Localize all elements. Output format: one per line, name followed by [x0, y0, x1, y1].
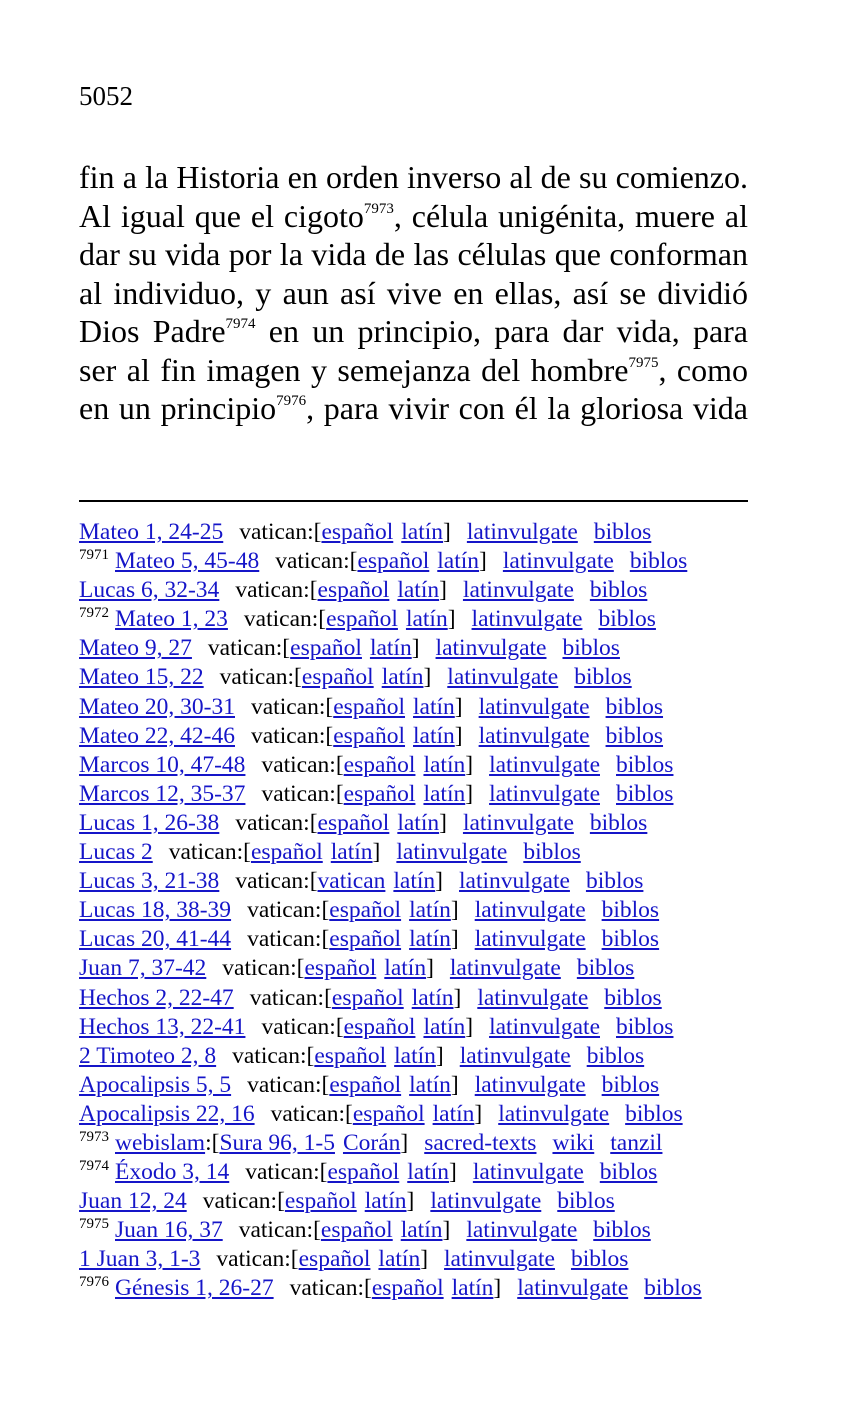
- footnote-line: [79, 576, 759, 605]
- reference-link[interactable]: Mateo 22, 42-46: [79, 722, 235, 749]
- link-latinvulgate[interactable]: latinvulgate: [430, 1188, 542, 1215]
- link-tanzil[interactable]: tanzil: [610, 1129, 663, 1156]
- link-espanol[interactable]: español: [284, 1188, 357, 1215]
- footnote-divider: [79, 500, 748, 502]
- link-biblos[interactable]: biblos: [598, 606, 656, 633]
- source-prefix: vatican:[: [247, 1071, 330, 1098]
- link-espanol[interactable]: español: [250, 839, 323, 866]
- source-prefix: vatican:[: [270, 1100, 353, 1127]
- link-latin[interactable]: latín: [407, 1159, 450, 1186]
- reference-link[interactable]: Marcos 12, 35-37: [79, 780, 246, 807]
- link-espanol[interactable]: español: [343, 780, 416, 807]
- source-suffix: ]: [450, 926, 459, 953]
- link-latinvulgate[interactable]: latinvulgate: [459, 868, 570, 895]
- source-suffix: ]: [454, 722, 463, 749]
- reference-link[interactable]: webislam: [115, 1129, 206, 1156]
- link-latinvulgate[interactable]: latinvulgate: [472, 1159, 584, 1186]
- footnote-number: 7971: [79, 547, 109, 564]
- link-espanol[interactable]: español: [352, 1100, 425, 1127]
- link-espanol[interactable]: español: [329, 897, 402, 924]
- link-latin[interactable]: Corán: [342, 1129, 401, 1156]
- link-espanol[interactable]: español: [343, 751, 416, 778]
- link-biblos[interactable]: biblos: [593, 519, 652, 545]
- link-biblos[interactable]: biblos: [616, 780, 674, 807]
- link-latin[interactable]: latín: [409, 926, 451, 953]
- source-prefix: vatican:[: [289, 1275, 372, 1302]
- footnote-line: [79, 1245, 759, 1274]
- link-latin[interactable]: latín: [401, 519, 444, 545]
- link-latinvulgate[interactable]: latinvulgate: [517, 1275, 629, 1302]
- link-latin[interactable]: latín: [384, 955, 427, 982]
- source-prefix: vatican:[: [239, 519, 322, 545]
- footnote-line: [79, 722, 759, 751]
- link-espanol[interactable]: español: [317, 809, 390, 836]
- link-latin[interactable]: latín: [397, 809, 440, 836]
- footnote-line: [79, 693, 759, 722]
- source-prefix: vatican:[: [251, 722, 334, 749]
- link-latin[interactable]: latín: [451, 1275, 494, 1302]
- link-latin[interactable]: latín: [413, 722, 455, 749]
- footnote-line: [79, 1274, 759, 1303]
- reference-link[interactable]: Éxodo 3, 14: [115, 1159, 230, 1186]
- footnote-line: [79, 1071, 759, 1100]
- footnote-line: [79, 809, 759, 838]
- source-prefix: vatican:[: [216, 1246, 299, 1273]
- link-espanol[interactable]: español: [329, 1071, 402, 1098]
- link-latinvulgate[interactable]: latinvulgate: [474, 1071, 586, 1098]
- link-latinvulgate[interactable]: sacred-texts: [424, 1129, 537, 1156]
- reference-link[interactable]: Mateo 1, 23: [115, 606, 228, 633]
- link-latin[interactable]: latín: [423, 751, 466, 778]
- link-latin[interactable]: latín: [405, 606, 448, 633]
- reference-link[interactable]: Mateo 20, 30-31: [79, 693, 235, 720]
- source-suffix: ]: [372, 839, 381, 866]
- link-espanol[interactable]: español: [314, 1042, 387, 1069]
- link-latin[interactable]: latín: [378, 1246, 421, 1273]
- reference-link[interactable]: Apocalipsis 5, 5: [79, 1071, 232, 1098]
- footnote-line: [79, 1187, 759, 1216]
- footnote-line: [79, 1216, 759, 1245]
- footnote-number: 7974: [79, 1158, 109, 1175]
- source-suffix: ]: [435, 1042, 444, 1069]
- page-number: 5052: [79, 81, 133, 111]
- footnote-number: 7975: [79, 1216, 109, 1233]
- source-suffix: ]: [411, 635, 420, 662]
- link-latin[interactable]: latín: [411, 984, 454, 1011]
- footnote-line: [79, 925, 759, 954]
- link-biblos[interactable]: biblos: [644, 1275, 702, 1302]
- link-biblos[interactable]: biblos: [629, 548, 688, 575]
- reference-link[interactable]: Lucas 6, 32-34: [79, 577, 220, 604]
- link-biblos[interactable]: biblos: [599, 1159, 658, 1186]
- reference-link[interactable]: Juan 12, 24: [79, 1188, 187, 1215]
- reference-link[interactable]: Lucas 2: [79, 839, 153, 866]
- source-prefix: vatican:[: [235, 868, 318, 895]
- link-biblos[interactable]: biblos: [562, 635, 620, 662]
- link-latin[interactable]: latín: [393, 868, 436, 895]
- footnote-line: [79, 518, 759, 547]
- link-latinvulgate[interactable]: latinvulgate: [462, 577, 574, 604]
- link-biblos[interactable]: biblos: [601, 897, 660, 924]
- link-espanol[interactable]: español: [371, 1275, 444, 1302]
- link-espanol[interactable]: español: [301, 664, 374, 691]
- link-biblos[interactable]: biblos: [601, 926, 660, 953]
- link-latin[interactable]: latín: [432, 1100, 475, 1127]
- link-biblos[interactable]: biblos: [570, 1246, 629, 1273]
- link-latinvulgate[interactable]: latinvulgate: [489, 751, 600, 778]
- reference-link[interactable]: Marcos 10, 47-48: [79, 751, 246, 778]
- link-espanol[interactable]: español: [343, 1013, 416, 1040]
- footnote-line: [79, 663, 759, 692]
- link-latinvulgate[interactable]: latinvulgate: [466, 519, 578, 545]
- reference-link[interactable]: Juan 7, 37-42: [79, 955, 207, 982]
- footnote-line: [79, 1129, 759, 1158]
- link-latin[interactable]: latín: [330, 839, 373, 866]
- footnote-line: [79, 954, 759, 983]
- link-latin[interactable]: latín: [423, 780, 466, 807]
- link-latinvulgate[interactable]: latinvulgate: [474, 926, 586, 953]
- source-suffix: ]: [439, 809, 447, 836]
- link-latinvulgate[interactable]: latinvulgate: [396, 839, 508, 866]
- link-latinvulgate[interactable]: latinvulgate: [471, 606, 583, 633]
- link-biblos[interactable]: biblos: [585, 868, 644, 895]
- body-text-3: en un principio, para dar vida, para ser al fin imagen y semejanza del hombre: [79, 313, 748, 388]
- source-suffix: ]: [479, 548, 487, 575]
- link-latinvulgate[interactable]: latinvulgate: [444, 1246, 555, 1273]
- footnote-line: [79, 1013, 759, 1042]
- source-suffix: ]: [474, 1100, 483, 1127]
- source-suffix: ]: [423, 664, 432, 691]
- source-prefix: :[: [205, 1129, 220, 1156]
- body-text-2: , célula unigénita, muere al dar su vida por la vida de las células que conforman al individuo, y aun así vive en ellas, así se dividió Dios Padre: [79, 197, 748, 349]
- footnote-number: 7973: [79, 1128, 109, 1145]
- reference-link[interactable]: Hechos 2, 22-47: [79, 984, 234, 1011]
- link-espanol[interactable]: Sura 96, 1-5: [219, 1129, 335, 1156]
- link-latin[interactable]: latín: [364, 1188, 407, 1215]
- source-prefix: vatican:[: [275, 548, 358, 575]
- reference-link[interactable]: Lucas 20, 41-44: [79, 926, 232, 953]
- source-suffix: ]: [443, 519, 451, 545]
- footnotes-list: [79, 518, 759, 1304]
- link-biblos[interactable]: biblos: [616, 751, 674, 778]
- link-biblos[interactable]: biblos: [605, 693, 664, 720]
- link-latin[interactable]: latín: [369, 635, 412, 662]
- source-suffix: ]: [465, 1013, 474, 1040]
- footnote-line: [79, 984, 759, 1013]
- link-latin[interactable]: latín: [381, 664, 424, 691]
- link-latinvulgate[interactable]: latinvulgate: [498, 1100, 610, 1127]
- footnote-line: [79, 634, 759, 663]
- link-espanol[interactable]: español: [327, 1159, 400, 1186]
- link-espanol[interactable]: español: [320, 1217, 393, 1244]
- source-prefix: vatican:[: [219, 664, 302, 691]
- source-prefix: vatican:[: [261, 751, 344, 778]
- link-latinvulgate[interactable]: latinvulgate: [449, 955, 561, 982]
- footnote-line: [79, 1158, 759, 1187]
- link-espanol[interactable]: español: [326, 606, 398, 633]
- source-prefix: vatican:[: [247, 926, 330, 953]
- link-latin[interactable]: latín: [394, 1042, 436, 1069]
- source-suffix: ]: [454, 693, 463, 720]
- body-text-1: fin a la Historia en orden inverso al de su comienzo. Al igual que el cigoto: [79, 159, 748, 234]
- link-biblos[interactable]: biblos: [589, 577, 648, 604]
- footnote-line: [79, 780, 759, 809]
- link-espanol[interactable]: español: [331, 984, 404, 1011]
- body-paragraph: [79, 158, 748, 428]
- source-suffix: ]: [420, 1246, 429, 1273]
- link-biblos[interactable]: biblos: [576, 955, 635, 982]
- link-latin[interactable]: latín: [409, 1071, 451, 1098]
- link-espanol[interactable]: español: [333, 722, 406, 749]
- source-prefix: vatican:[: [168, 839, 251, 866]
- link-biblos[interactable]: biblos: [605, 722, 664, 749]
- source-prefix: vatican:[: [238, 1217, 321, 1244]
- reference-link[interactable]: Apocalipsis 22, 16: [79, 1100, 255, 1127]
- link-espanol[interactable]: español: [304, 955, 377, 982]
- reference-link[interactable]: Mateo 1, 24-25: [79, 519, 224, 545]
- source-suffix: ]: [465, 751, 474, 778]
- source-suffix: ]: [493, 1275, 502, 1302]
- source-prefix: vatican:[: [222, 955, 305, 982]
- footnote-ref-7976[interactable]: 7976: [276, 393, 307, 409]
- link-latinvulgate[interactable]: latinvulgate: [435, 635, 547, 662]
- link-biblos[interactable]: biblos: [625, 1100, 683, 1127]
- source-suffix: ]: [465, 780, 474, 807]
- body-text-4: , como en un principio: [79, 351, 749, 426]
- link-biblos[interactable]: biblos: [586, 1042, 645, 1069]
- link-latin[interactable]: latín: [397, 577, 440, 604]
- link-latinvulgate[interactable]: latinvulgate: [459, 1042, 571, 1069]
- reference-link[interactable]: Génesis 1, 26-27: [115, 1275, 274, 1302]
- footnote-line: [79, 605, 759, 634]
- link-biblos[interactable]: biblos: [616, 1013, 674, 1040]
- link-biblos[interactable]: wiki: [552, 1129, 595, 1156]
- footnote-line: [79, 896, 759, 925]
- footnote-line: [79, 867, 759, 896]
- source-prefix: vatican:[: [245, 1159, 328, 1186]
- reference-link[interactable]: Juan 16, 37: [115, 1217, 223, 1244]
- source-suffix: ]: [439, 577, 447, 604]
- source-prefix: vatican:[: [207, 635, 291, 662]
- footnote-line: [79, 547, 759, 576]
- link-latinvulgate[interactable]: latinvulgate: [478, 722, 590, 749]
- source-prefix: vatican:[: [202, 1188, 285, 1215]
- footnote-line: [79, 838, 759, 867]
- link-latin[interactable]: latín: [409, 897, 451, 924]
- link-latinvulgate[interactable]: latinvulgate: [489, 780, 600, 807]
- link-latinvulgate[interactable]: latinvulgate: [477, 984, 589, 1011]
- link-espanol[interactable]: español: [329, 926, 402, 953]
- link-espanol[interactable]: vatican: [317, 868, 386, 895]
- link-latinvulgate[interactable]: latinvulgate: [489, 1013, 600, 1040]
- link-latin[interactable]: latín: [413, 693, 455, 720]
- source-prefix: vatican:[: [235, 809, 318, 836]
- reference-link[interactable]: Lucas 18, 38-39: [79, 897, 232, 924]
- source-suffix: ]: [442, 1217, 451, 1244]
- source-suffix: ]: [447, 606, 456, 633]
- link-latinvulgate[interactable]: latinvulgate: [474, 897, 586, 924]
- source-prefix: vatican:[: [261, 1013, 344, 1040]
- footnote-line: [79, 751, 759, 780]
- source-suffix: ]: [450, 1071, 459, 1098]
- source-suffix: ]: [435, 868, 443, 895]
- footnote-ref-7973[interactable]: 7973: [363, 200, 394, 217]
- source-prefix: vatican:[: [249, 984, 332, 1011]
- source-suffix: ]: [449, 1159, 457, 1186]
- link-espanol[interactable]: español: [290, 635, 362, 662]
- link-latin[interactable]: latín: [437, 548, 480, 575]
- reference-link[interactable]: 2 Timoteo 2, 8: [79, 1042, 217, 1069]
- link-biblos[interactable]: biblos: [523, 839, 581, 866]
- link-espanol[interactable]: español: [317, 577, 390, 604]
- reference-link[interactable]: 1 Juan 3, 1-3: [79, 1246, 201, 1273]
- link-latin[interactable]: latín: [400, 1217, 443, 1244]
- reference-link[interactable]: Mateo 5, 45-48: [115, 548, 260, 575]
- link-biblos[interactable]: biblos: [601, 1071, 660, 1098]
- reference-link[interactable]: Lucas 3, 21-38: [79, 868, 220, 895]
- footnote-ref-7975[interactable]: 7975: [628, 354, 659, 371]
- source-prefix: vatican:[: [232, 1042, 315, 1069]
- reference-link[interactable]: Hechos 13, 22-41: [79, 1013, 246, 1040]
- link-biblos[interactable]: biblos: [589, 809, 648, 836]
- footnote-number: 7972: [79, 605, 109, 622]
- source-prefix: vatican:[: [261, 780, 344, 807]
- reference-link[interactable]: Mateo 9, 27: [79, 635, 192, 662]
- source-suffix: ]: [406, 1188, 415, 1215]
- reference-link[interactable]: Lucas 1, 26-38: [79, 809, 220, 836]
- link-latin[interactable]: latín: [423, 1013, 466, 1040]
- link-latinvulgate[interactable]: latinvulgate: [502, 548, 614, 575]
- link-latinvulgate[interactable]: latinvulgate: [447, 664, 559, 691]
- source-suffix: ]: [400, 1129, 409, 1156]
- source-prefix: vatican:[: [247, 897, 330, 924]
- body-text-5: , para vivir con él la gloriosa vida: [306, 390, 748, 426]
- link-espanol[interactable]: español: [298, 1246, 371, 1273]
- link-espanol[interactable]: español: [333, 693, 406, 720]
- link-espanol[interactable]: español: [357, 548, 430, 575]
- footnote-line: [79, 1100, 759, 1129]
- source-suffix: ]: [426, 955, 434, 982]
- link-biblos[interactable]: biblos: [604, 984, 662, 1011]
- link-latinvulgate[interactable]: latinvulgate: [478, 693, 590, 720]
- source-suffix: ]: [453, 984, 462, 1011]
- link-espanol[interactable]: español: [321, 519, 394, 545]
- footnote-number: 7976: [79, 1274, 109, 1291]
- reference-link[interactable]: Mateo 15, 22: [79, 664, 204, 691]
- link-latinvulgate[interactable]: latinvulgate: [466, 1217, 578, 1244]
- footnote-ref-7974[interactable]: 7974: [225, 316, 256, 332]
- link-latinvulgate[interactable]: latinvulgate: [462, 809, 574, 836]
- link-biblos[interactable]: biblos: [593, 1217, 651, 1244]
- source-prefix: vatican:[: [251, 693, 334, 720]
- link-biblos[interactable]: biblos: [574, 664, 632, 691]
- source-prefix: vatican:[: [243, 606, 327, 633]
- source-suffix: ]: [450, 897, 459, 924]
- link-biblos[interactable]: biblos: [557, 1188, 615, 1215]
- footnote-line: [79, 1042, 759, 1071]
- source-prefix: vatican:[: [235, 577, 318, 604]
